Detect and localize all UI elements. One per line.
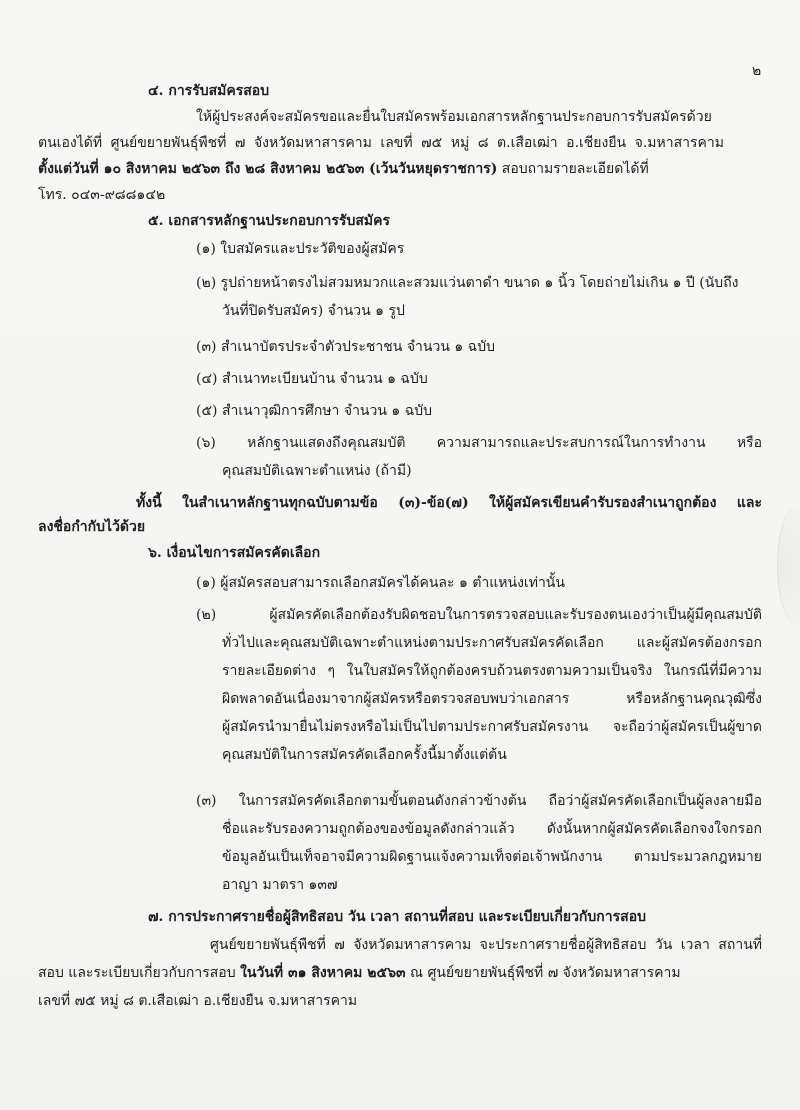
section-7-line-1: ศูนย์ขยายพันธุ์พืชที่ ๗ จังหวัดมหาสารคาม จะประกาศรายชื่อผู้สิทธิสอบ วัน เวลา สถานที่ bbox=[210, 937, 762, 953]
section-5-item-6-line-1: (๖) หลักฐานแสดงถึงคุณสมบัติ ความสามารถและประสบการณ์ในการทำงาน หรือ bbox=[196, 435, 762, 451]
section-7-heading: ๗. การประกาศรายชื่อผู้สิทธิสอบ วัน เวลา สถานที่สอบ และระเบียบเกี่ยวกับการสอบ bbox=[148, 909, 646, 925]
section-4-phone: โทร. ๐๔๓-๙๘๘๑๔๒ bbox=[38, 187, 166, 203]
section-6-item-1: (๑) ผู้สมัครสอบสามารถเลือกสมัครได้คนละ ๑ ตำแหน่งเท่านั้น bbox=[196, 575, 565, 591]
section-4-heading: ๔. การรับสมัครสอบ bbox=[148, 83, 270, 99]
section-7-line-2-post: ณ ศูนย์ขยายพันธุ์พืชที่ ๗ จังหวัดมหาสารคาม bbox=[405, 965, 681, 981]
page-edge-shadow bbox=[777, 505, 800, 625]
section-6-item-2-line-6: คุณสมบัติในการสมัครคัดเลือกครั้งนี้มาตั้งแต่ต้น bbox=[222, 747, 507, 763]
section-5-note-line-1: ทั้งนี้ ในสำเนาหลักฐานทุกฉบับตามข้อ (๓)-ข้อ(๗) ให้ผู้สมัครเขียนคำรับรองสำเนาถูกต้อง และ bbox=[136, 495, 762, 511]
section-5-item-4: (๔) สำเนาทะเบียนบ้าน จำนวน ๑ ฉบับ bbox=[196, 371, 428, 387]
section-5-item-3: (๓) สำเนาบัตรประจำตัวประชาชน จำนวน ๑ ฉบับ bbox=[196, 339, 495, 355]
section-4-line-2: ตนเองได้ที่ ศูนย์ขยายพันธุ์พืชที่ ๗ จังหวัดมหาสารคาม เลขที่ ๗๕ หมู่ ๘ ต.เสือเฒ่า อ.เชียงยืน จ.มหาสารคาม bbox=[38, 135, 724, 151]
section-5-item-1: (๑) ใบสมัครและประวัติของผู้สมัคร bbox=[196, 241, 405, 257]
section-6-item-3-line-4: อาญา มาตรา ๑๓๗ bbox=[222, 877, 338, 893]
section-5-item-5: (๕) สำเนาวุฒิการศึกษา จำนวน ๑ ฉบับ bbox=[196, 403, 433, 419]
section-6-item-3-line-1: (๓) ในการสมัครคัดเลือกตามขั้นตอนดังกล่าวข้างต้น ถือว่าผู้สมัครคัดเลือกเป็นผู้ลงลายมือ bbox=[196, 793, 762, 809]
section-7-line-2 bbox=[38, 962, 681, 984]
section-4-line-3-rest: สอบถามรายละเอียดได้ที่ bbox=[497, 161, 649, 177]
section-7-line-3: เลขที่ ๗๕ หมู่ ๘ ต.เสือเฒ่า อ.เชียงยืน จ.มหาสารคาม bbox=[38, 993, 358, 1009]
section-6-item-3-line-3: ข้อมูลอันเป็นเท็จอาจมีความผิดฐานแจ้งความเท็จต่อเจ้าพนักงาน ตามประมวลกฎหมาย bbox=[222, 849, 762, 865]
section-5-heading: ๕. เอกสารหลักฐานประกอบการรับสมัคร bbox=[148, 213, 390, 229]
section-6-item-3-line-2: ชื่อและรับรองความถูกต้องของข้อมูลดังกล่าวแล้ว ดังนั้นหากผู้สมัครคัดเลือกจงใจกรอก bbox=[222, 821, 762, 837]
section-7-line-2-pre: สอบ และระเบียบเกี่ยวกับการสอบ bbox=[38, 965, 241, 981]
section-6-item-2-line-3: รายละเอียดต่าง ๆ ในใบสมัครให้ถูกต้องครบถ้วนตรงตามความเป็นจริง ในกรณีที่มีความ bbox=[222, 663, 762, 679]
announcement-date: ในวันที่ ๓๑ สิงหาคม ๒๕๖๓ bbox=[240, 965, 406, 981]
section-6-item-2-line-1: (๒) ผู้สมัครคัดเลือกต้องรับผิดชอบในการตรวจสอบและรับรองตนเองว่าเป็นผู้มีคุณสมบัติ bbox=[196, 607, 762, 623]
section-6-heading: ๖. เงื่อนไขการสมัครคัดเลือก bbox=[148, 545, 321, 561]
section-6-item-2-line-5: ผู้สมัครนำมายื่นไม่ตรงหรือไม่เป็นไปตามประกาศรับสมัครงาน จะถือว่าผู้สมัครเป็นผู้ขาด bbox=[222, 719, 762, 735]
section-5-note-line-2: ลงชื่อกำกับไว้ด้วย bbox=[38, 519, 146, 535]
section-5-item-2-line-1: (๒) รูปถ่ายหน้าตรงไม่สวมหมวกและสวมแว่นตาดำ ขนาด ๑ นิ้ว โดยถ่ายไม่เกิน ๑ ปี (นับถึง bbox=[196, 275, 739, 291]
section-5-item-2-line-2: วันที่ปิดรับสมัคร) จำนวน ๑ รูป bbox=[222, 303, 405, 319]
section-4-line-1: ให้ผู้ประสงค์จะสมัครขอและยื่นใบสมัครพร้อมเอกสารหลักฐานประกอบการรับสมัครด้วย bbox=[196, 109, 712, 125]
section-5-item-6-line-2: คุณสมบัติเฉพาะตำแหน่ง (ถ้ามี) bbox=[222, 463, 412, 479]
section-4-line-3 bbox=[38, 158, 649, 180]
application-period: ตั้งแต่วันที่ ๑๐ สิงหาคม ๒๕๖๓ ถึง ๒๘ สิงหาคม ๒๕๖๓ (เว้นวันหยุดราชการ) bbox=[38, 161, 498, 177]
section-6-item-2-line-2: ทั่วไปและคุณสมบัติเฉพาะตำแหน่งตามประกาศรับสมัครคัดเลือก และผู้สมัครต้องกรอก bbox=[222, 635, 762, 651]
page-number: ๒ bbox=[752, 63, 762, 79]
section-6-item-2-line-4: ผิดพลาดอันเนื่องมาจากผู้สมัครหรือตรวจสอบพบว่าเอกสาร หรือหลักฐานคุณวุฒิซึ่ง bbox=[222, 691, 762, 707]
